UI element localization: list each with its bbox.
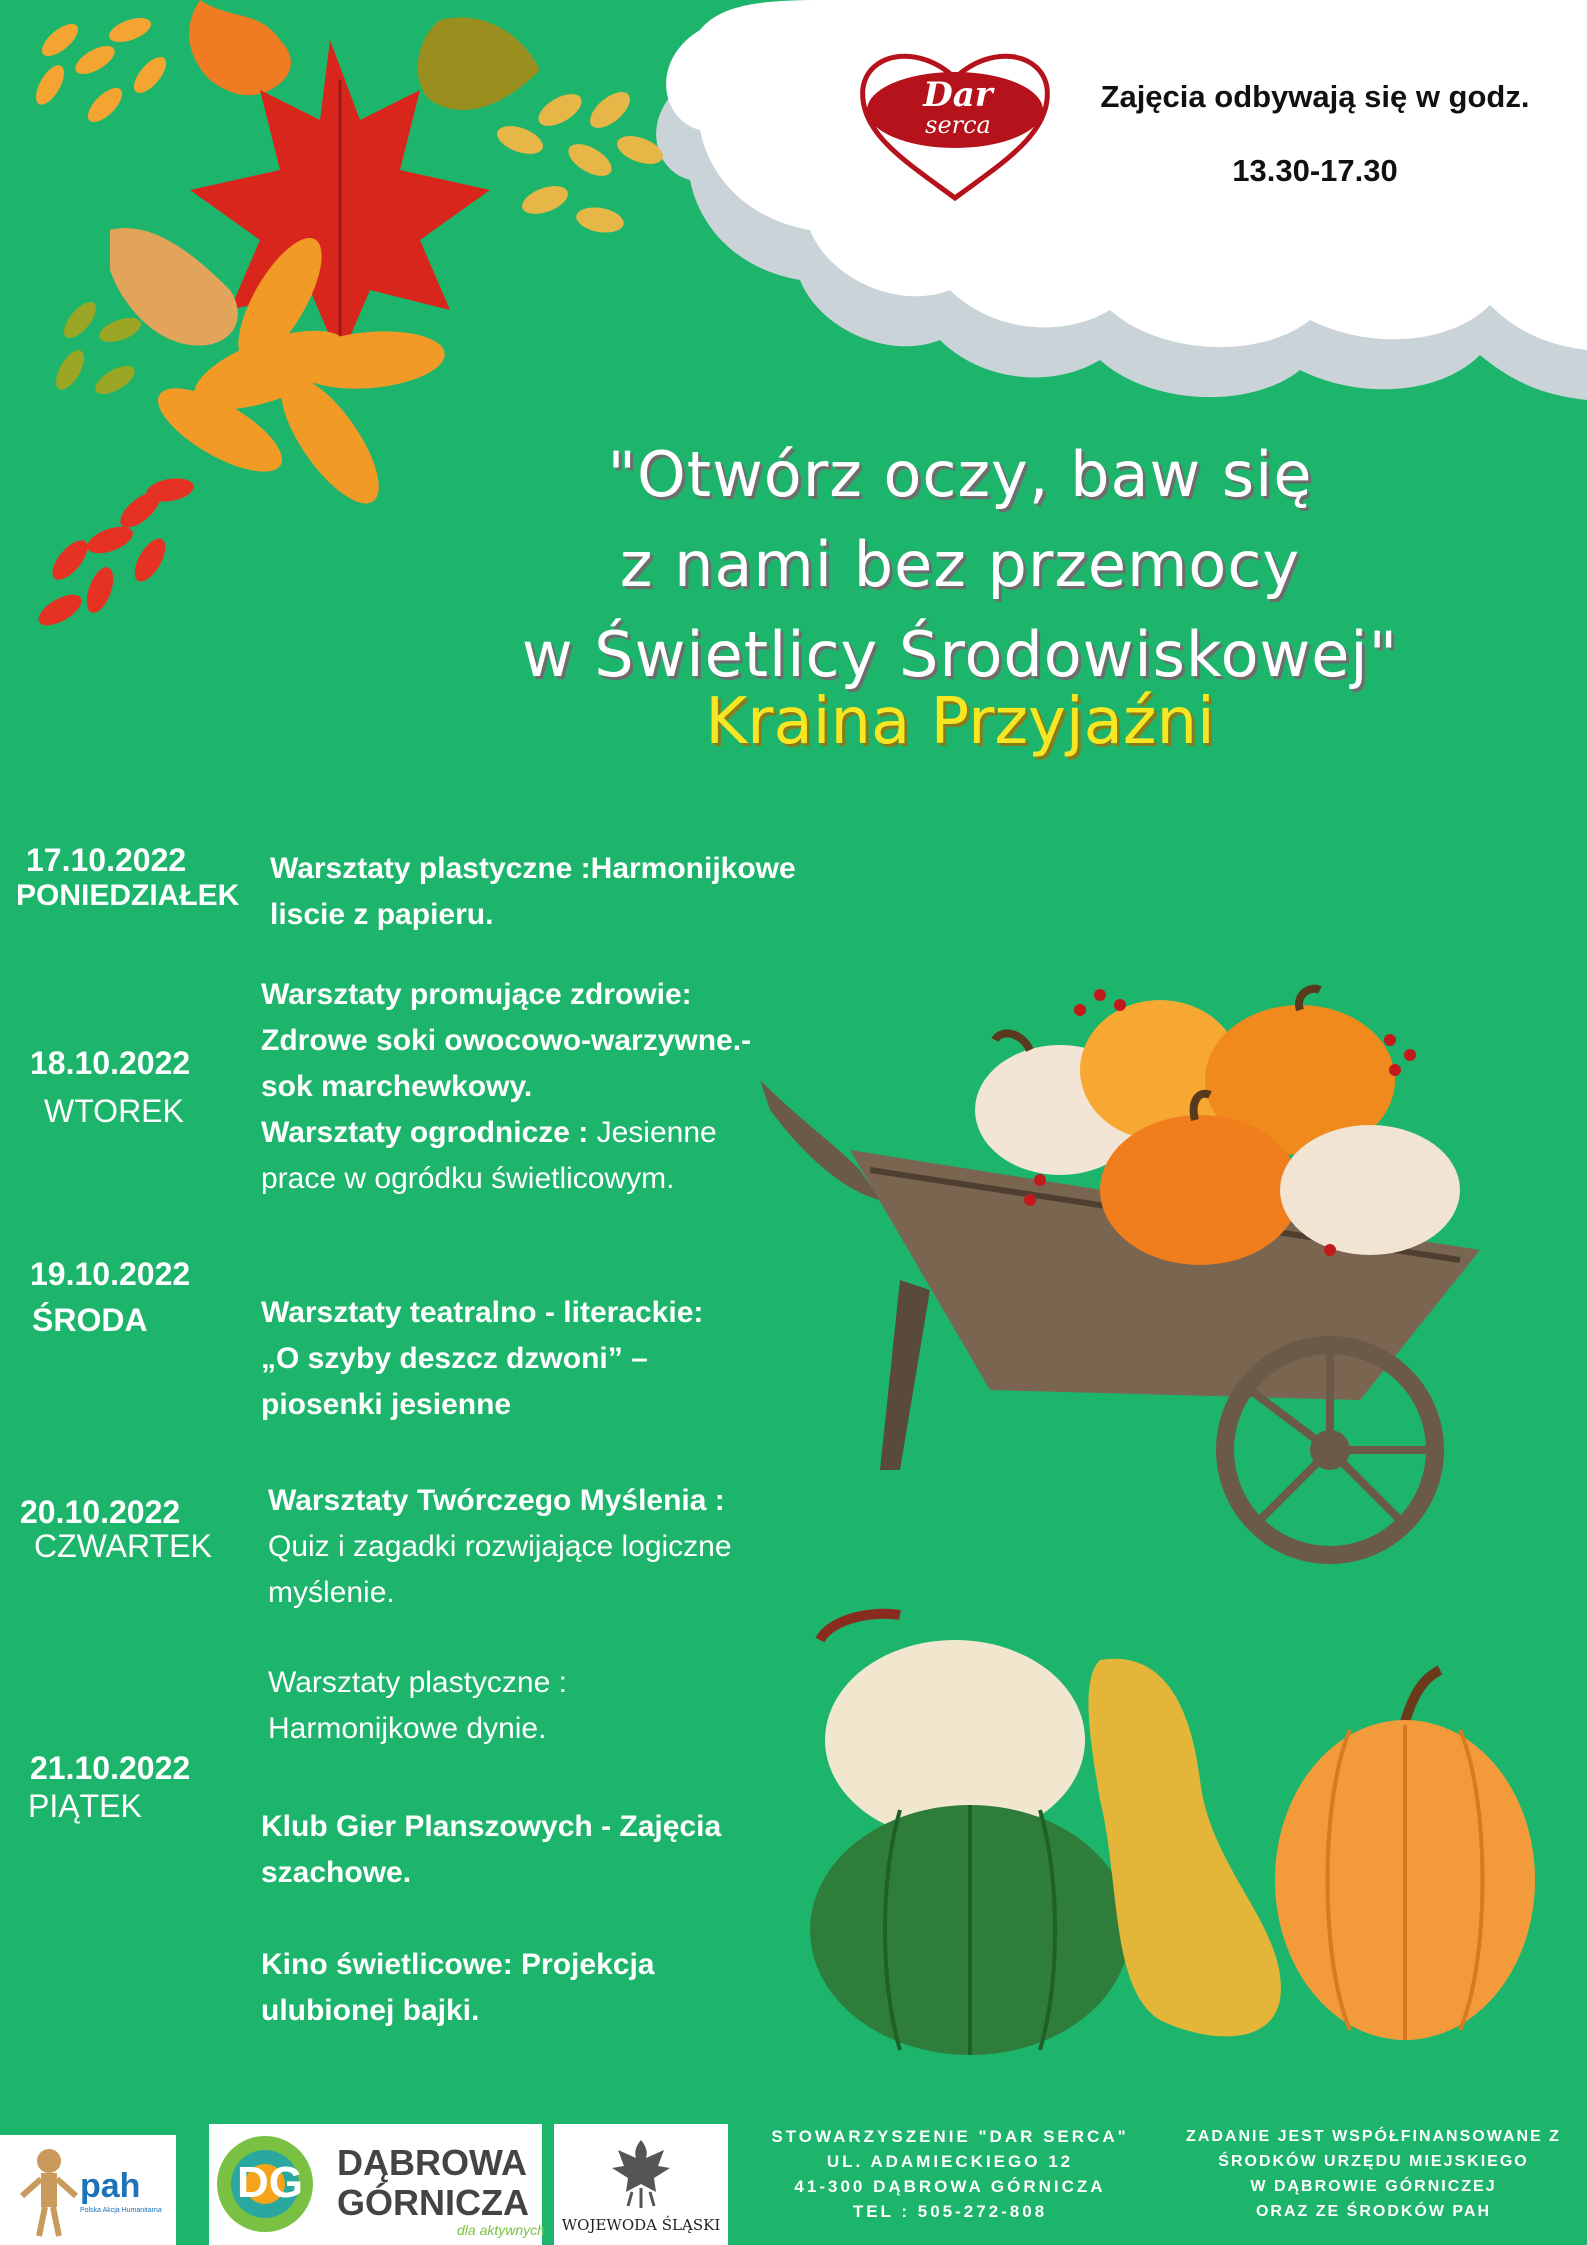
schedule-activity: Zdrowe soki owocowo-warzywne.- — [261, 1024, 752, 1057]
hours-time: 13.30-17.30 — [1232, 153, 1398, 188]
logo-text-dar: Dar — [923, 75, 993, 115]
funding-line: ORAZ ZE ŚRODKÓW PAH — [1255, 2203, 1492, 2220]
funding-line: W DĄBROWIE GÓRNICZEJ — [1250, 2178, 1497, 2195]
schedule-day: ŚRODA — [32, 1302, 148, 1338]
funding-note — [1160, 2124, 1587, 2224]
schedule-activity: Warsztaty plastyczne :Harmonijkowe — [270, 852, 796, 885]
schedule-day: WTOREK — [44, 1093, 184, 1129]
org-street: UL. ADAMIECKIEGO 12 — [826, 2152, 1074, 2171]
dg-name-line-1: DĄBROWA — [337, 2142, 527, 2183]
cloud-illustration — [656, 0, 1587, 400]
program-subtitle: Kraina Przyjaźni — [705, 685, 1215, 759]
pah-logo-text: pah — [80, 2167, 141, 2205]
organisation-address — [760, 2124, 1140, 2224]
schedule-date: 21.10.2022 — [30, 1750, 191, 1786]
schedule-date: 19.10.2022 — [30, 1256, 191, 1292]
org-name: STOWARZYSZENIE "DAR SERCA" — [771, 2127, 1129, 2146]
slogan-line-2: z nami bez przemocy — [619, 528, 1301, 601]
schedule-activity: liscie z papieru. — [270, 898, 494, 931]
schedule-activity: Warsztaty promujące zdrowie: — [261, 978, 692, 1011]
org-city: 41-300 DĄBROWA GÓRNICZA — [794, 2177, 1106, 2196]
funding-line: ZADANIE JEST WSPÓŁFINANSOWANE Z — [1186, 2128, 1561, 2145]
schedule-activity: Klub Gier Planszowych - Zajęcia — [261, 1810, 722, 1843]
schedule-activity: ulubionej bajki. — [261, 1994, 480, 2027]
wojewoda-text: WOJEWODA ŚLĄSKI — [561, 2216, 721, 2234]
schedule-activity-title: Warsztaty ogrodnicze : — [261, 1116, 589, 1149]
schedule-activity: prace w ogródku świetlicowym. — [261, 1162, 675, 1195]
funding-line: ŚRODKÓW URZĘDU MIEJSKIEGO — [1218, 2153, 1529, 2170]
dg-initials: DG — [237, 2158, 303, 2207]
schedule-activity: Warsztaty teatralno - literackie: — [261, 1296, 704, 1329]
pumpkins-illustration — [810, 1614, 1535, 2055]
schedule-day: PIĄTEK — [28, 1788, 142, 1824]
schedule-activity-text: Jesienne — [588, 1116, 717, 1149]
dabrowa-gornicza-logo — [209, 2124, 545, 2245]
logo-text-serca: serca — [925, 111, 991, 139]
schedule-date: 18.10.2022 — [30, 1045, 191, 1081]
schedule-date: 17.10.2022 — [26, 842, 187, 878]
schedule-activity: piosenki jesienne — [261, 1388, 512, 1421]
schedule-activity: szachowe. — [261, 1856, 412, 1889]
slogan-title — [430, 430, 1490, 700]
puppet-icon — [14, 2141, 84, 2241]
org-phone: TEL : 505-272-808 — [852, 2202, 1048, 2221]
schedule-activity: myślenie. — [268, 1576, 395, 1609]
schedule-activity: Warsztaty Twórczego Myślenia : — [268, 1484, 725, 1517]
dg-tagline: dla aktywnych — [457, 2222, 545, 2238]
wheelbarrow-illustration — [760, 989, 1480, 1555]
schedule-activity — [261, 1110, 717, 1156]
schedule-activity: Harmonijkowe dynie. — [268, 1712, 547, 1745]
pah-logo — [0, 2135, 176, 2245]
pah-logo-subtext: Polska Akcja Humanitarna — [80, 2207, 162, 2214]
schedule-date: 20.10.2022 — [20, 1494, 181, 1530]
slogan-line-1: "Otwórz oczy, baw się — [607, 438, 1313, 511]
schedule-day: CZWARTEK — [34, 1528, 212, 1564]
slogan-line-3: w Świetlicy Środowiskowej" — [521, 618, 1399, 691]
dg-name-line-2: GÓRNICZA — [337, 2182, 529, 2223]
schedule-activity: „O szyby deszcz dzwoni” – — [261, 1342, 648, 1375]
hours-info — [1055, 78, 1575, 190]
wojewoda-slaski-logo — [554, 2124, 728, 2245]
schedule-activity: Warsztaty plastyczne : — [268, 1666, 567, 1699]
dar-serca-logo — [848, 38, 1063, 218]
eagle-emblem-icon — [606, 2132, 676, 2212]
hours-line: Zajęcia odbywają się w godz. — [1100, 79, 1530, 114]
schedule-activity: sok marchewkowy. — [261, 1070, 533, 1103]
schedule-day: PONIEDZIAŁEK — [16, 879, 240, 912]
schedule-activity: Kino świetlicowe: Projekcja — [261, 1948, 655, 1981]
schedule-activity: Quiz i zagadki rozwijające logiczne — [268, 1530, 732, 1563]
